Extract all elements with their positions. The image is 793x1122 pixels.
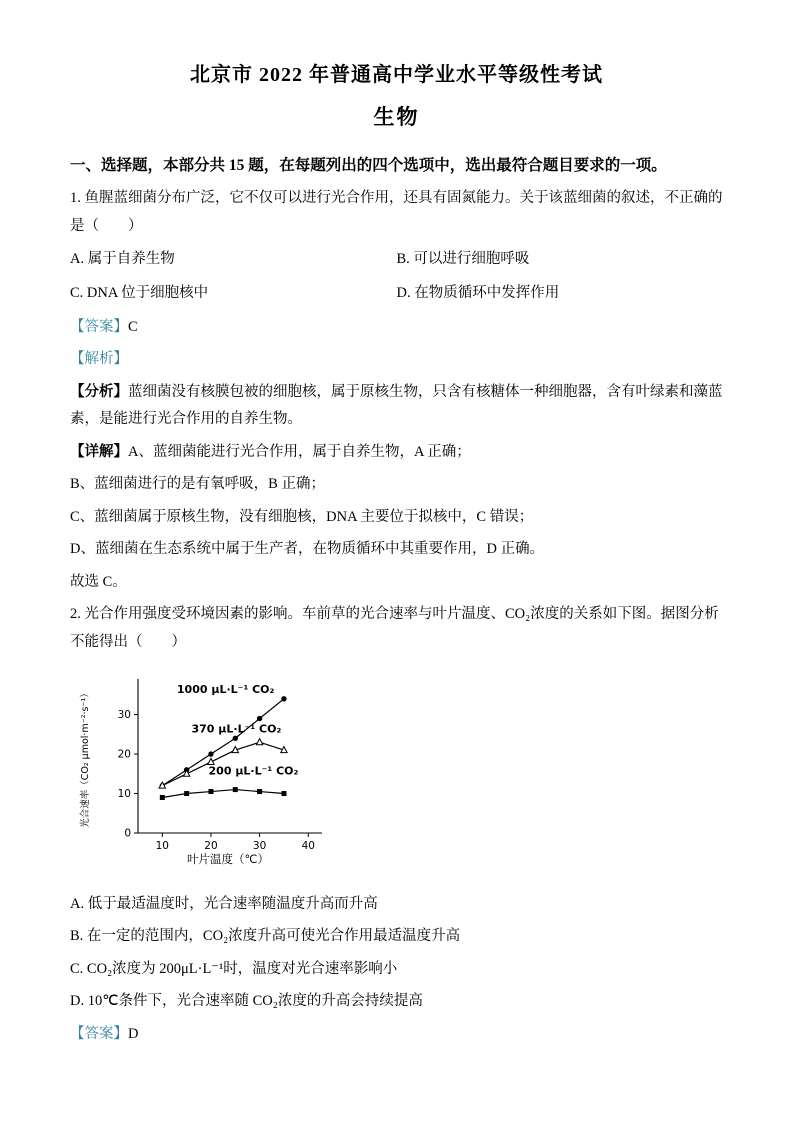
q1-answer-line [70, 314, 723, 342]
q1-options-row-2 [70, 280, 723, 308]
svg-text:30: 30 [117, 708, 131, 721]
answer-label: 【答案】 [70, 1025, 128, 1042]
q1-conclusion: 故选 C。 [70, 573, 127, 590]
fenxi-label: 【分析】 [70, 383, 128, 400]
answer-label: 【答案】 [70, 318, 128, 335]
q2-answer-value: D [128, 1025, 139, 1042]
svg-text:叶片温度（℃）: 叶片温度（℃） [187, 851, 269, 866]
q1-option-d: D. 在物质循环中发挥作用 [396, 284, 560, 301]
svg-text:200 μL·L⁻¹ CO₂: 200 μL·L⁻¹ CO₂ [208, 764, 299, 778]
q1-stem: 1. 鱼腥蓝细菌分布广泛，它不仅可以进行光合作用，还具有固氮能力。关于该蓝细菌的叙述，不正确的是（ ） [70, 190, 723, 234]
svg-text:0: 0 [124, 827, 131, 840]
photosynthesis-rate-chart [76, 667, 336, 877]
svg-text:10: 10 [117, 787, 131, 800]
svg-text:370 μL·L⁻¹ CO₂: 370 μL·L⁻¹ CO₂ [191, 721, 282, 735]
q1-option-a: A. 属于自养生物 [70, 251, 175, 268]
question-2 [70, 601, 723, 1048]
svg-text:1000 μL·L⁻¹ CO₂: 1000 μL·L⁻¹ CO₂ [176, 682, 275, 696]
q1-fenxi-paragraph [70, 379, 723, 434]
question-1 [70, 185, 723, 596]
q2-option-c: C. CO₂浓度为 200μL·L⁻¹时，温度对光合速率影响小 [70, 960, 398, 977]
q1-xiangjie-text-c: C、蓝细菌属于原核生物，没有细胞核，DNA 主要位于拟核中，C 错误； [70, 508, 534, 525]
q2-option-a: A. 低于最适温度时，光合速率随温度升高而升高 [70, 895, 378, 912]
q1-option-c: C. DNA 位于细胞核中 [70, 284, 209, 301]
doc-title: 北京市 2022 年普通高中学业水平等级性考试 [190, 64, 603, 86]
q1-options-row-1 [70, 246, 723, 274]
q2-chart [76, 667, 336, 877]
q1-xiangjie-text-a: A、蓝细菌能进行光合作用，属于自养生物，A 正确； [128, 443, 471, 460]
q2-answer-line [70, 1021, 723, 1049]
q1-xiangjie-text-d: D、蓝细菌在生态系统中属于生产者，在物质循环中其重要作用，D 正确。 [70, 541, 545, 558]
svg-text:20: 20 [204, 839, 218, 852]
q1-jiexi-line [70, 346, 723, 374]
xiangjie-label: 【详解】 [70, 443, 128, 460]
q1-answer-value: C [128, 318, 138, 335]
svg-text:10: 10 [155, 839, 170, 852]
jiexi-label: 【解析】 [70, 351, 128, 368]
svg-text:20: 20 [117, 748, 131, 761]
svg-text:光合速率（CO₂ μmol·m⁻²·s⁻¹）: 光合速率（CO₂ μmol·m⁻²·s⁻¹） [80, 687, 91, 828]
q1-option-b: B. 可以进行细胞呼吸 [396, 251, 530, 268]
q2-stem: 2. 光合作用强度受环境因素的影响。车前草的光合速率与叶片温度、CO₂浓度的关系如下图。据图分析不能得出（ ） [70, 606, 719, 650]
q2-option-b: B. 在一定的范围内，CO₂浓度升高可使光合作用最适温度升高 [70, 928, 461, 945]
q1-xiangjie-text-b: B、蓝细菌进行的是有氧呼吸，B 正确； [70, 476, 325, 493]
section-header: 一、选择题，本部分共 15 题，在每题列出的四个选项中，选出最符合题目要求的一项。 [70, 157, 667, 174]
q1-fenxi-text: 蓝细菌没有核膜包被的细胞核，属于原核生物，只含有核糖体一种细胞器，含有叶绿素和藻蓝素，是能进行光合作用的自养生物。 [70, 383, 723, 428]
doc-subject: 生物 [373, 105, 420, 129]
q1-xiangjie-paragraph [70, 439, 723, 467]
q2-option-d: D. 10℃条件下，光合速率随 CO₂浓度的升高会持续提高 [70, 993, 423, 1010]
svg-text:40: 40 [301, 839, 315, 852]
svg-text:30: 30 [252, 839, 267, 852]
